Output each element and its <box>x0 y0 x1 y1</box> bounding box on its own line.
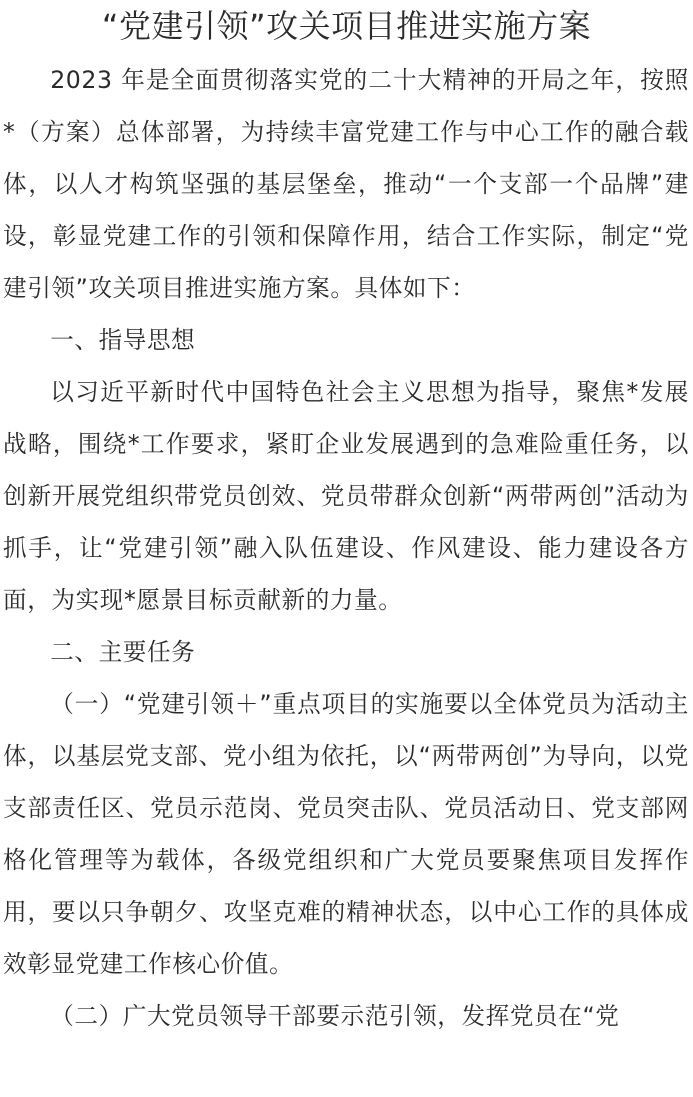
guiding-ideology-paragraph: 以习近平新时代中国特色社会主义思想为指导，聚焦*发展战略，围绕*工作要求，紧盯企业发展遇到的急难险重任务，以创新开展党组织带党员创效、党员带群众创新“两带两创”活动为抓手，让“党建引领”融入队伍建设、作风建设、能力建设各方面，为实现*愿景目标贡献新的力量。 <box>3 378 689 614</box>
main-task-1-paragraph: （一）“党建引领＋”重点项目的实施要以全体党员为活动主体，以基层党支部、党小组为依托，以“两带两创”为导向，以党支部责任区、党员示范岗、党员突击队、党员活动日、党支部网格化管理等为载体，各级党组织和广大党员要聚焦项目发挥作用，要以只争朝夕、攻坚克难的精神状态，以中心工作的具体成效彰显党建工作核心价值。 <box>3 690 689 978</box>
document-body <box>3 54 689 1042</box>
intro-paragraph: 2023 年是全面贯彻落实党的二十大精神的开局之年，按照*（方案）总体部署，为持续丰富党建工作与中心工作的融合载体，以人才构筑坚强的基层堡垒，推动“一个支部一个品牌”建设，彰显党建工作的引领和保障作用，结合工作实际，制定“党建引领”攻关项目推进实施方案。具体如下： <box>3 66 689 302</box>
section-heading-main-tasks: 二、主要任务 <box>50 638 196 666</box>
main-task-2-paragraph: （二）广大党员领导干部要示范引领，发挥党员在“党 <box>50 1002 620 1030</box>
section-heading-guiding-ideology: 一、指导思想 <box>50 326 196 354</box>
document-title: “党建引领”攻关项目推进实施方案 <box>101 7 592 45</box>
